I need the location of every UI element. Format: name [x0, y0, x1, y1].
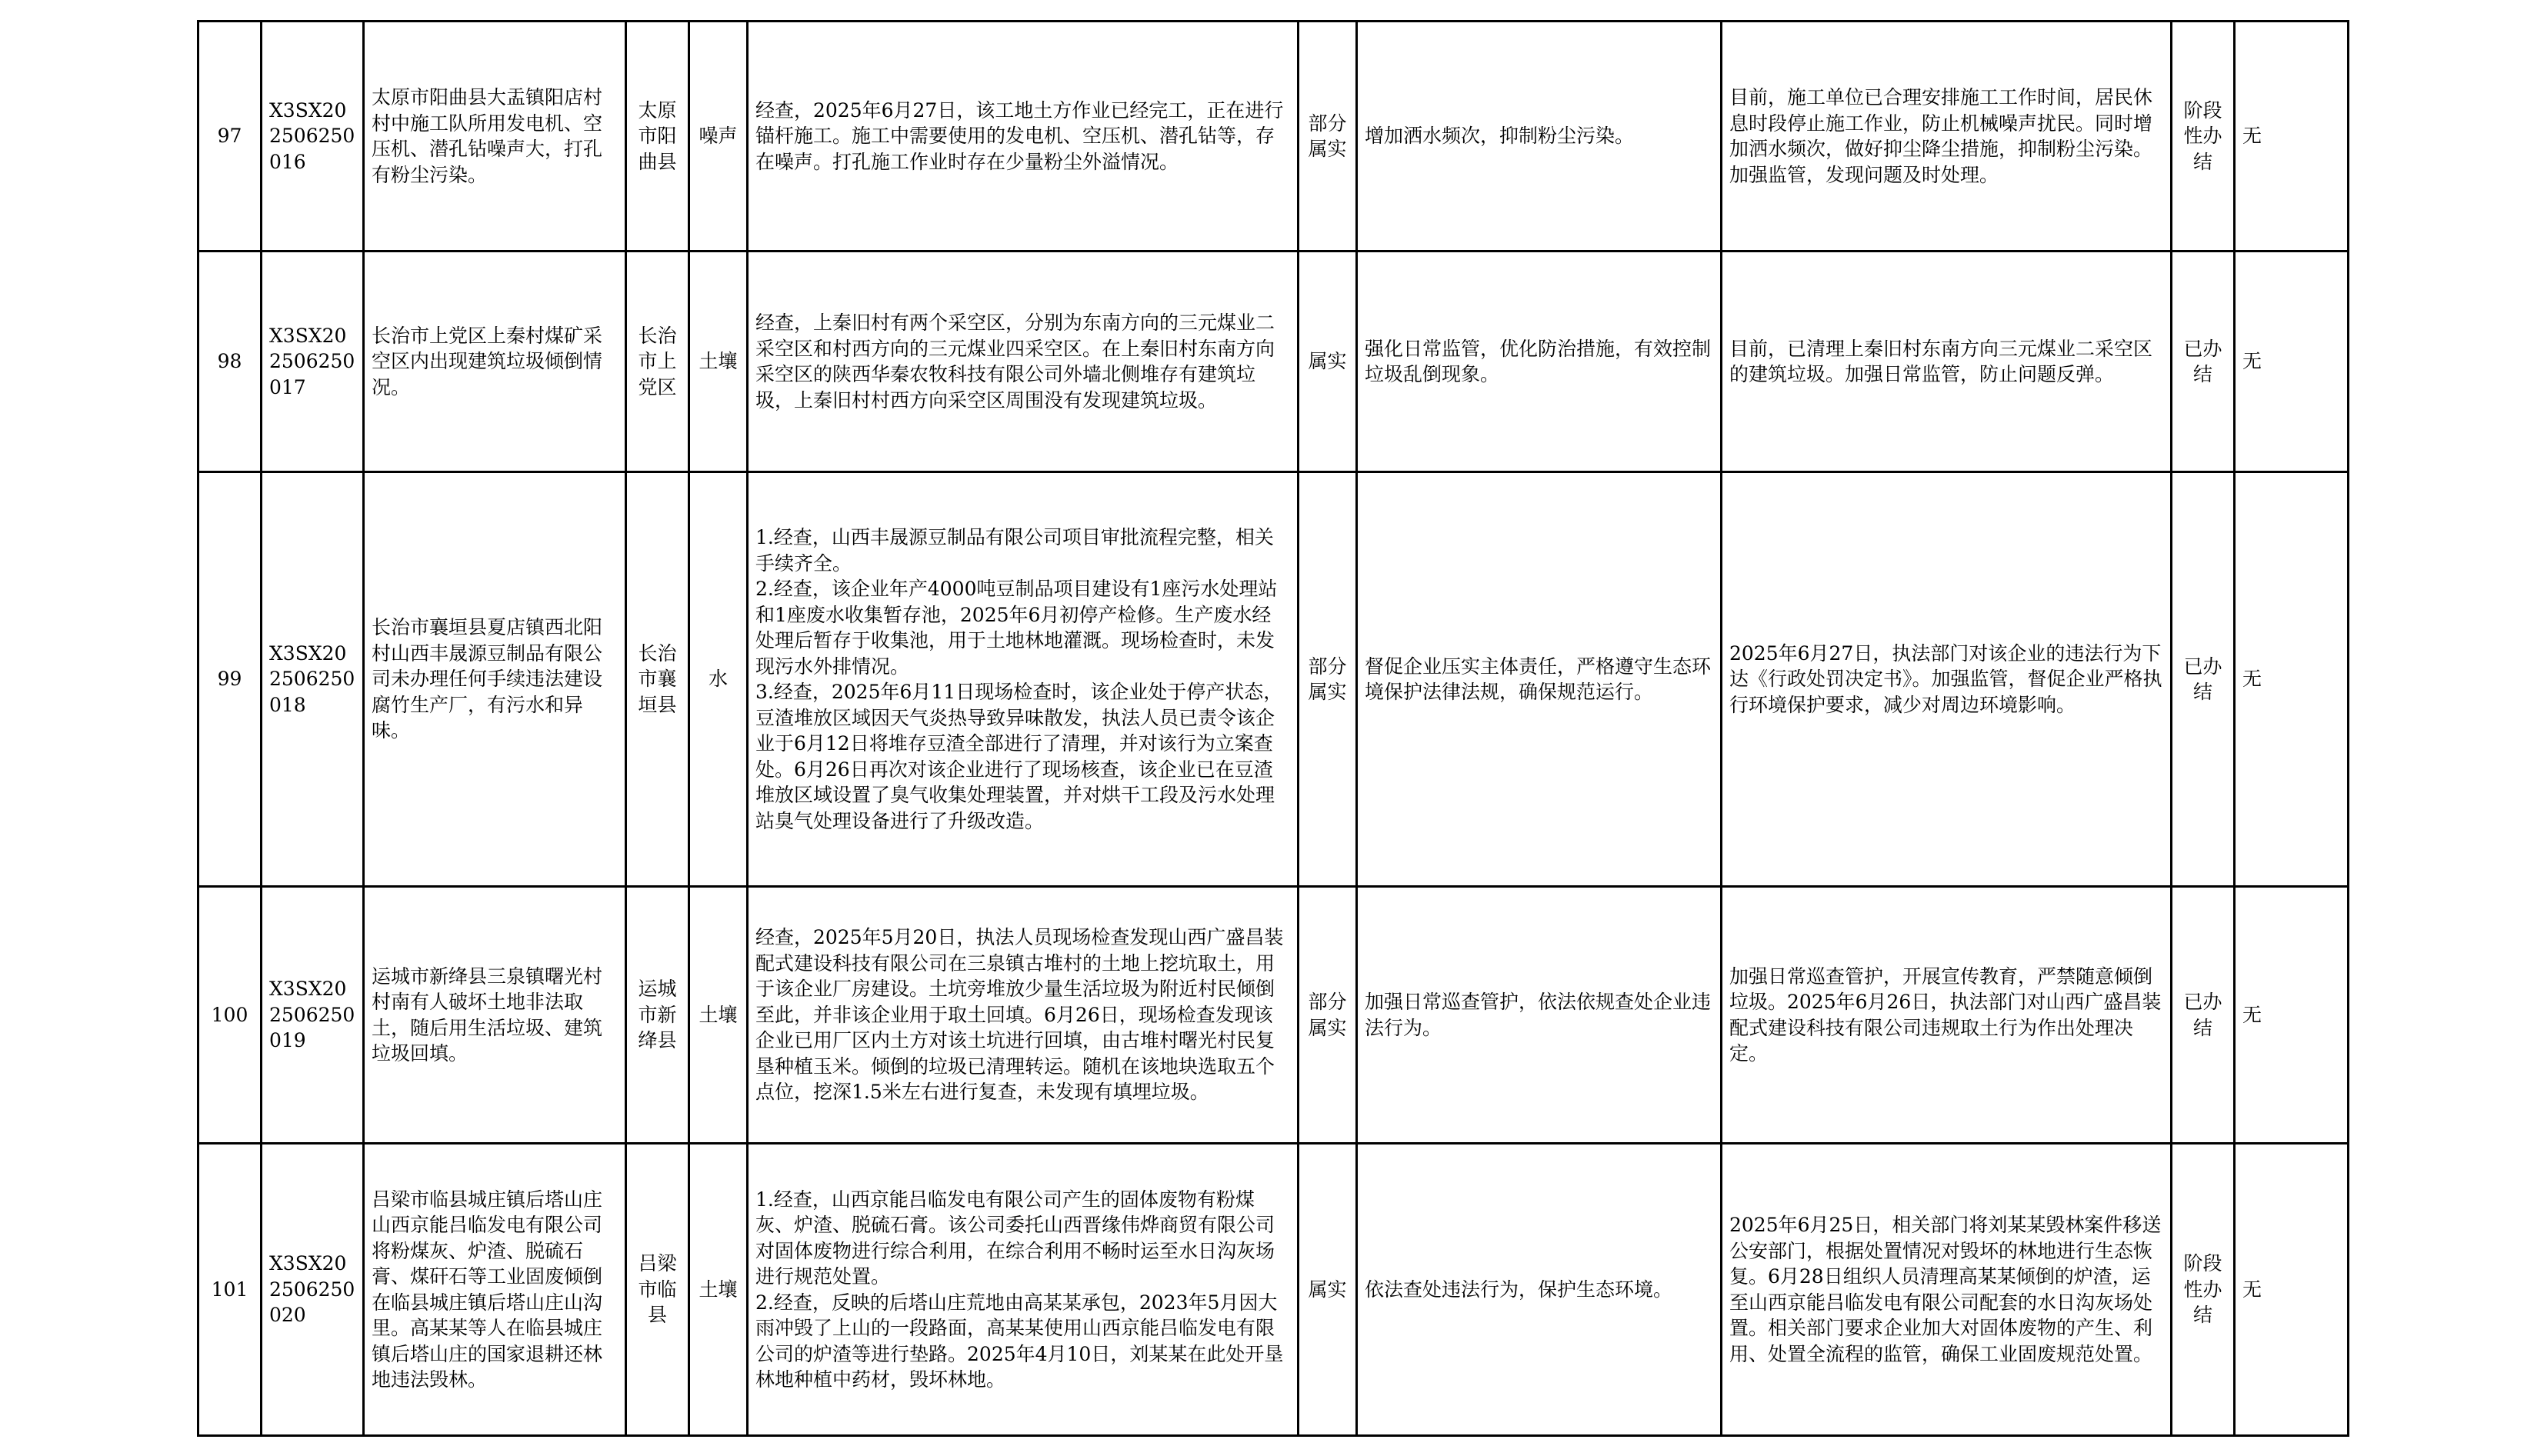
- pollution-category: 土壤: [689, 887, 748, 1144]
- complaint-content: 太原市阳曲县大盂镇阳店村村中施工队所用发电机、空压机、潜孔钻噪声大，打孔有粉尘污染。: [364, 22, 626, 252]
- pollution-category: 土壤: [689, 252, 748, 472]
- case-number: 101: [198, 1144, 262, 1436]
- investigation-findings: [748, 887, 1299, 1144]
- investigation-paragraph: 1.经查，山西京能吕临发电有限公司产生的固体废物有粉煤灰、炉渣、脱硫石膏。该公司委托山西晋缘伟烨商贸有限公司对固体废物进行综合利用，在综合利用不畅时运至水日沟灰场进行规范处置。: [755, 1188, 1275, 1288]
- case-status: 已办结: [2172, 887, 2235, 1144]
- case-status: 阶段性办结: [2172, 1144, 2235, 1436]
- rectification-measures: 督促企业压实主体责任，严格遵守生态环境保护法律法规，确保规范运行。: [1357, 472, 1722, 887]
- case-number: 99: [198, 472, 262, 887]
- truth-assessment: 属实: [1299, 252, 1357, 472]
- truth-assessment: 部分属实: [1299, 22, 1357, 252]
- case-number: 98: [198, 252, 262, 472]
- handling-result: 2025年6月25日，相关部门将刘某某毁林案件移送公安部门，根据处置情况对毁坏的林地进行生态恢复。6月28日组织人员清理高某某倾倒的炉渣，运至山西京能吕临发电有限公司配套的水日沟灰场处置。相关部门要求企业加大对固体废物的产生、利用、处置全流程的监管，确保工业固废规范处置。: [1722, 1144, 2172, 1436]
- case-status: 已办结: [2172, 252, 2235, 472]
- complaint-content: 长治市襄垣县夏店镇西北阳村山西丰晟源豆制品有限公司未办理任何手续违法建设腐竹生产厂，有污水和异味。: [364, 472, 626, 887]
- case-location: 长治市襄垣县: [626, 472, 689, 887]
- investigation-findings: [748, 22, 1299, 252]
- complaint-content: 长治市上党区上秦村煤矿采空区内出现建筑垃圾倾倒情况。: [364, 252, 626, 472]
- case-code: X3SX202506250020: [262, 1144, 364, 1436]
- accountability: 无: [2235, 887, 2349, 1144]
- investigation-paragraph: 2.经查，反映的后塔山庄荒地由高某某承包，2023年5月因大雨冲毁了上山的一段路面，高某某使用山西京能吕临发电有限公司的炉渣等进行垫路。2025年4月10日，刘某某在此处开垦林地种植中药材，毁坏林地。: [755, 1291, 1284, 1391]
- complaint-content: 吕梁市临县城庄镇后塔山庄山西京能吕临发电有限公司将粉煤灰、炉渣、脱硫石膏、煤矸石等工业固废倾倒在临县城庄镇后塔山庄山沟里。高某某等人在临县城庄镇后塔山庄的国家退耕还林地违法毁林。: [364, 1144, 626, 1436]
- handling-result: 2025年6月27日，执法部门对该企业的违法行为下达《行政处罚决定书》。加强监管，督促企业严格执行环境保护要求，减少对周边环境影响。: [1722, 472, 2172, 887]
- handling-result: 目前，施工单位已合理安排施工工作时间，居民休息时段停止施工作业，防止机械噪声扰民。同时增加洒水频次，做好抑尘降尘措施，抑制粉尘污染。加强监管，发现问题及时处理。: [1722, 22, 2172, 252]
- case-number: 97: [198, 22, 262, 252]
- case-table: [197, 20, 2349, 1437]
- table-row: [198, 22, 2349, 252]
- handling-result: 目前，已清理上秦旧村东南方向三元煤业二采空区的建筑垃圾。加强日常监管，防止问题反弹。: [1722, 252, 2172, 472]
- investigation-paragraph: 1.经查，山西丰晟源豆制品有限公司项目审批流程完整，相关手续齐全。: [755, 526, 1274, 575]
- investigation-paragraph: 经查，2025年5月20日，执法人员现场检查发现山西广盛昌装配式建设科技有限公司在三泉镇古堆村的土地上挖坑取土，用于该企业厂房建设。土坑旁堆放少量生活垃圾为附近村民倾倒至此，并非该企业用于取土回填。6月26日，现场检查发现该企业已用厂区内土方对该土坑进行回填，由古堆村曙光村民复垦种植玉米。倾倒的垃圾已清理转运。随机在该地块选取五个点位，挖深1.5米左右进行复查，未发现有填埋垃圾。: [755, 926, 1284, 1104]
- investigation-paragraph: 经查，上秦旧村有两个采空区，分别为东南方向的三元煤业二采空区和村西方向的三元煤业四采空区。在上秦旧村东南方向采空区的陕西华秦农牧科技有限公司外墙北侧堆存有建筑垃圾，上秦旧村村西方向采空区周围没有发现建筑垃圾。: [755, 312, 1275, 411]
- pollution-category: 水: [689, 472, 748, 887]
- investigation-paragraph: 3.经查，2025年6月11日现场检查时，该企业处于停产状态，豆渣堆放区域因天气炎热导致异味散发，执法人员已责令该企业于6月12日将堆存豆渣全部进行了清理，并对该行为立案查处。6月26日再次对该企业进行了现场核查，该企业已在豆渣堆放区域设置了臭气收集处理装置，并对烘干工段及污水处理站臭气处理设备进行了升级改造。: [755, 681, 1283, 832]
- rectification-measures: 增加洒水频次，抑制粉尘污染。: [1357, 22, 1722, 252]
- case-code: X3SX202506250017: [262, 252, 364, 472]
- investigation-paragraph: 2.经查，该企业年产4000吨豆制品项目建设有1座污水处理站和1座废水收集暂存池，2025年6月初停产检修。生产废水经处理后暂存于收集池，用于土地林地灌溉。现场检查时，未发现污水外排情况。: [755, 578, 1278, 678]
- truth-assessment: 部分属实: [1299, 887, 1357, 1144]
- table-body: [198, 22, 2349, 1436]
- accountability: 无: [2235, 1144, 2349, 1436]
- table-row: [198, 472, 2349, 887]
- accountability: 无: [2235, 472, 2349, 887]
- case-code: X3SX202506250018: [262, 472, 364, 887]
- handling-result: 加强日常巡查管护，开展宣传教育，严禁随意倾倒垃圾。2025年6月26日，执法部门对山西广盛昌装配式建设科技有限公司违规取土行为作出处理决定。: [1722, 887, 2172, 1144]
- investigation-findings: [748, 252, 1299, 472]
- case-status: 已办结: [2172, 472, 2235, 887]
- investigation-findings: [748, 472, 1299, 887]
- case-location: 吕梁市临县: [626, 1144, 689, 1436]
- investigation-paragraph: 经查，2025年6月27日，该工地土方作业已经完工，正在进行锚杆施工。施工中需要使用的发电机、空压机、潜孔钻等，存在噪声。打孔施工作业时存在少量粉尘外溢情况。: [755, 98, 1284, 173]
- case-location: 运城市新绛县: [626, 887, 689, 1144]
- investigation-findings: [748, 1144, 1299, 1436]
- complaint-content: 运城市新绛县三泉镇曙光村村南有人破坏土地非法取土，随后用生活垃圾、建筑垃圾回填。: [364, 887, 626, 1144]
- table-row: [198, 252, 2349, 472]
- table-row: [198, 887, 2349, 1144]
- case-location: 长治市上党区: [626, 252, 689, 472]
- case-location: 太原市阳曲县: [626, 22, 689, 252]
- rectification-measures: 依法查处违法行为，保护生态环境。: [1357, 1144, 1722, 1436]
- accountability: 无: [2235, 252, 2349, 472]
- truth-assessment: 部分属实: [1299, 472, 1357, 887]
- pollution-category: 噪声: [689, 22, 748, 252]
- table-row: [198, 1144, 2349, 1436]
- pollution-category: 土壤: [689, 1144, 748, 1436]
- truth-assessment: 属实: [1299, 1144, 1357, 1436]
- case-code: X3SX202506250019: [262, 887, 364, 1144]
- case-code: X3SX202506250016: [262, 22, 364, 252]
- rectification-measures: 强化日常监管，优化防治措施，有效控制垃圾乱倒现象。: [1357, 252, 1722, 472]
- accountability: 无: [2235, 22, 2349, 252]
- case-number: 100: [198, 887, 262, 1144]
- rectification-measures: 加强日常巡查管护，依法依规查处企业违法行为。: [1357, 887, 1722, 1144]
- case-status: 阶段性办结: [2172, 22, 2235, 252]
